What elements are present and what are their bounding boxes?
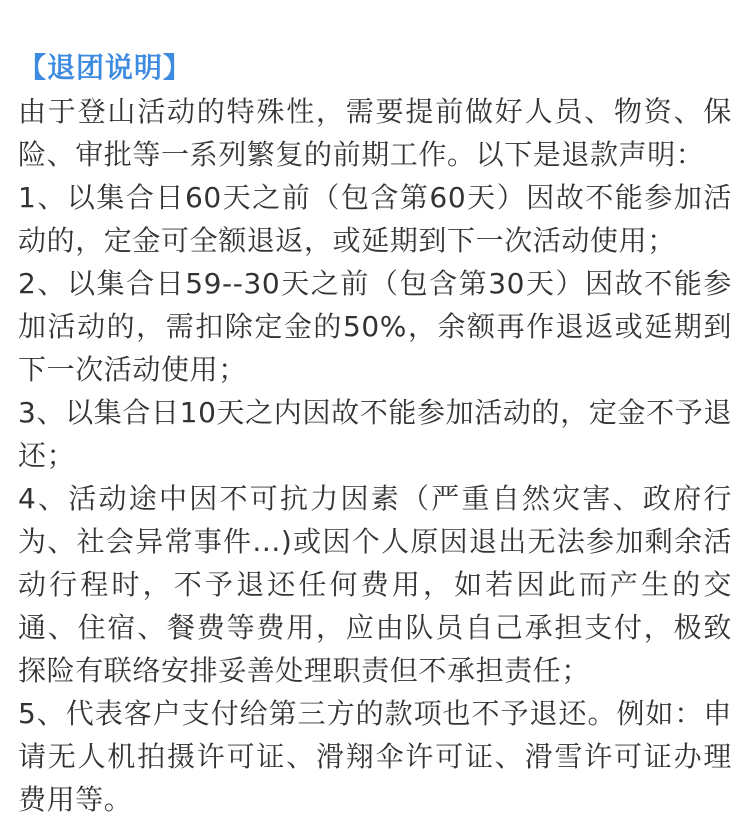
intro-paragraph: 由于登山活动的特殊性，需要提前做好人员、物资、保险、审批等一系列繁复的前期工作。以下是退款声明： (18, 95, 732, 171)
policy-item-5: 5、代表客户支付给第三方的款项也不予退还。例如：申请无人机拍摄许可证、滑翔伞许可证、滑雪许可证办理费用等。 (18, 697, 732, 816)
refund-policy-document (18, 46, 732, 821)
section-heading: 【退团说明】 (18, 51, 193, 84)
policy-item-1: 1、以集合日60天之前（包含第60天）因故不能参加活动的，定金可全额退返，或延期到下一次活动使用； (18, 181, 732, 257)
policy-item-2: 2、以集合日59--30天之前（包含第30天）因故不能参加活动的，需扣除定金的50%，余额再作退返或延期到下一次活动使用； (18, 267, 732, 386)
policy-item-3: 3、以集合日10天之内因故不能参加活动的，定金不予退还； (18, 396, 732, 472)
policy-item-4: 4、活动途中因不可抗力因素（严重自然灾害、政府行为、社会异常事件...)或因个人原因退出无法参加剩余活动行程时，不予退还任何费用，如若因此而产生的交通、住宿、餐费等费用，应由队员自己承担支付，极致探险有联络安排妥善处理职责但不承担责任； (18, 482, 732, 687)
